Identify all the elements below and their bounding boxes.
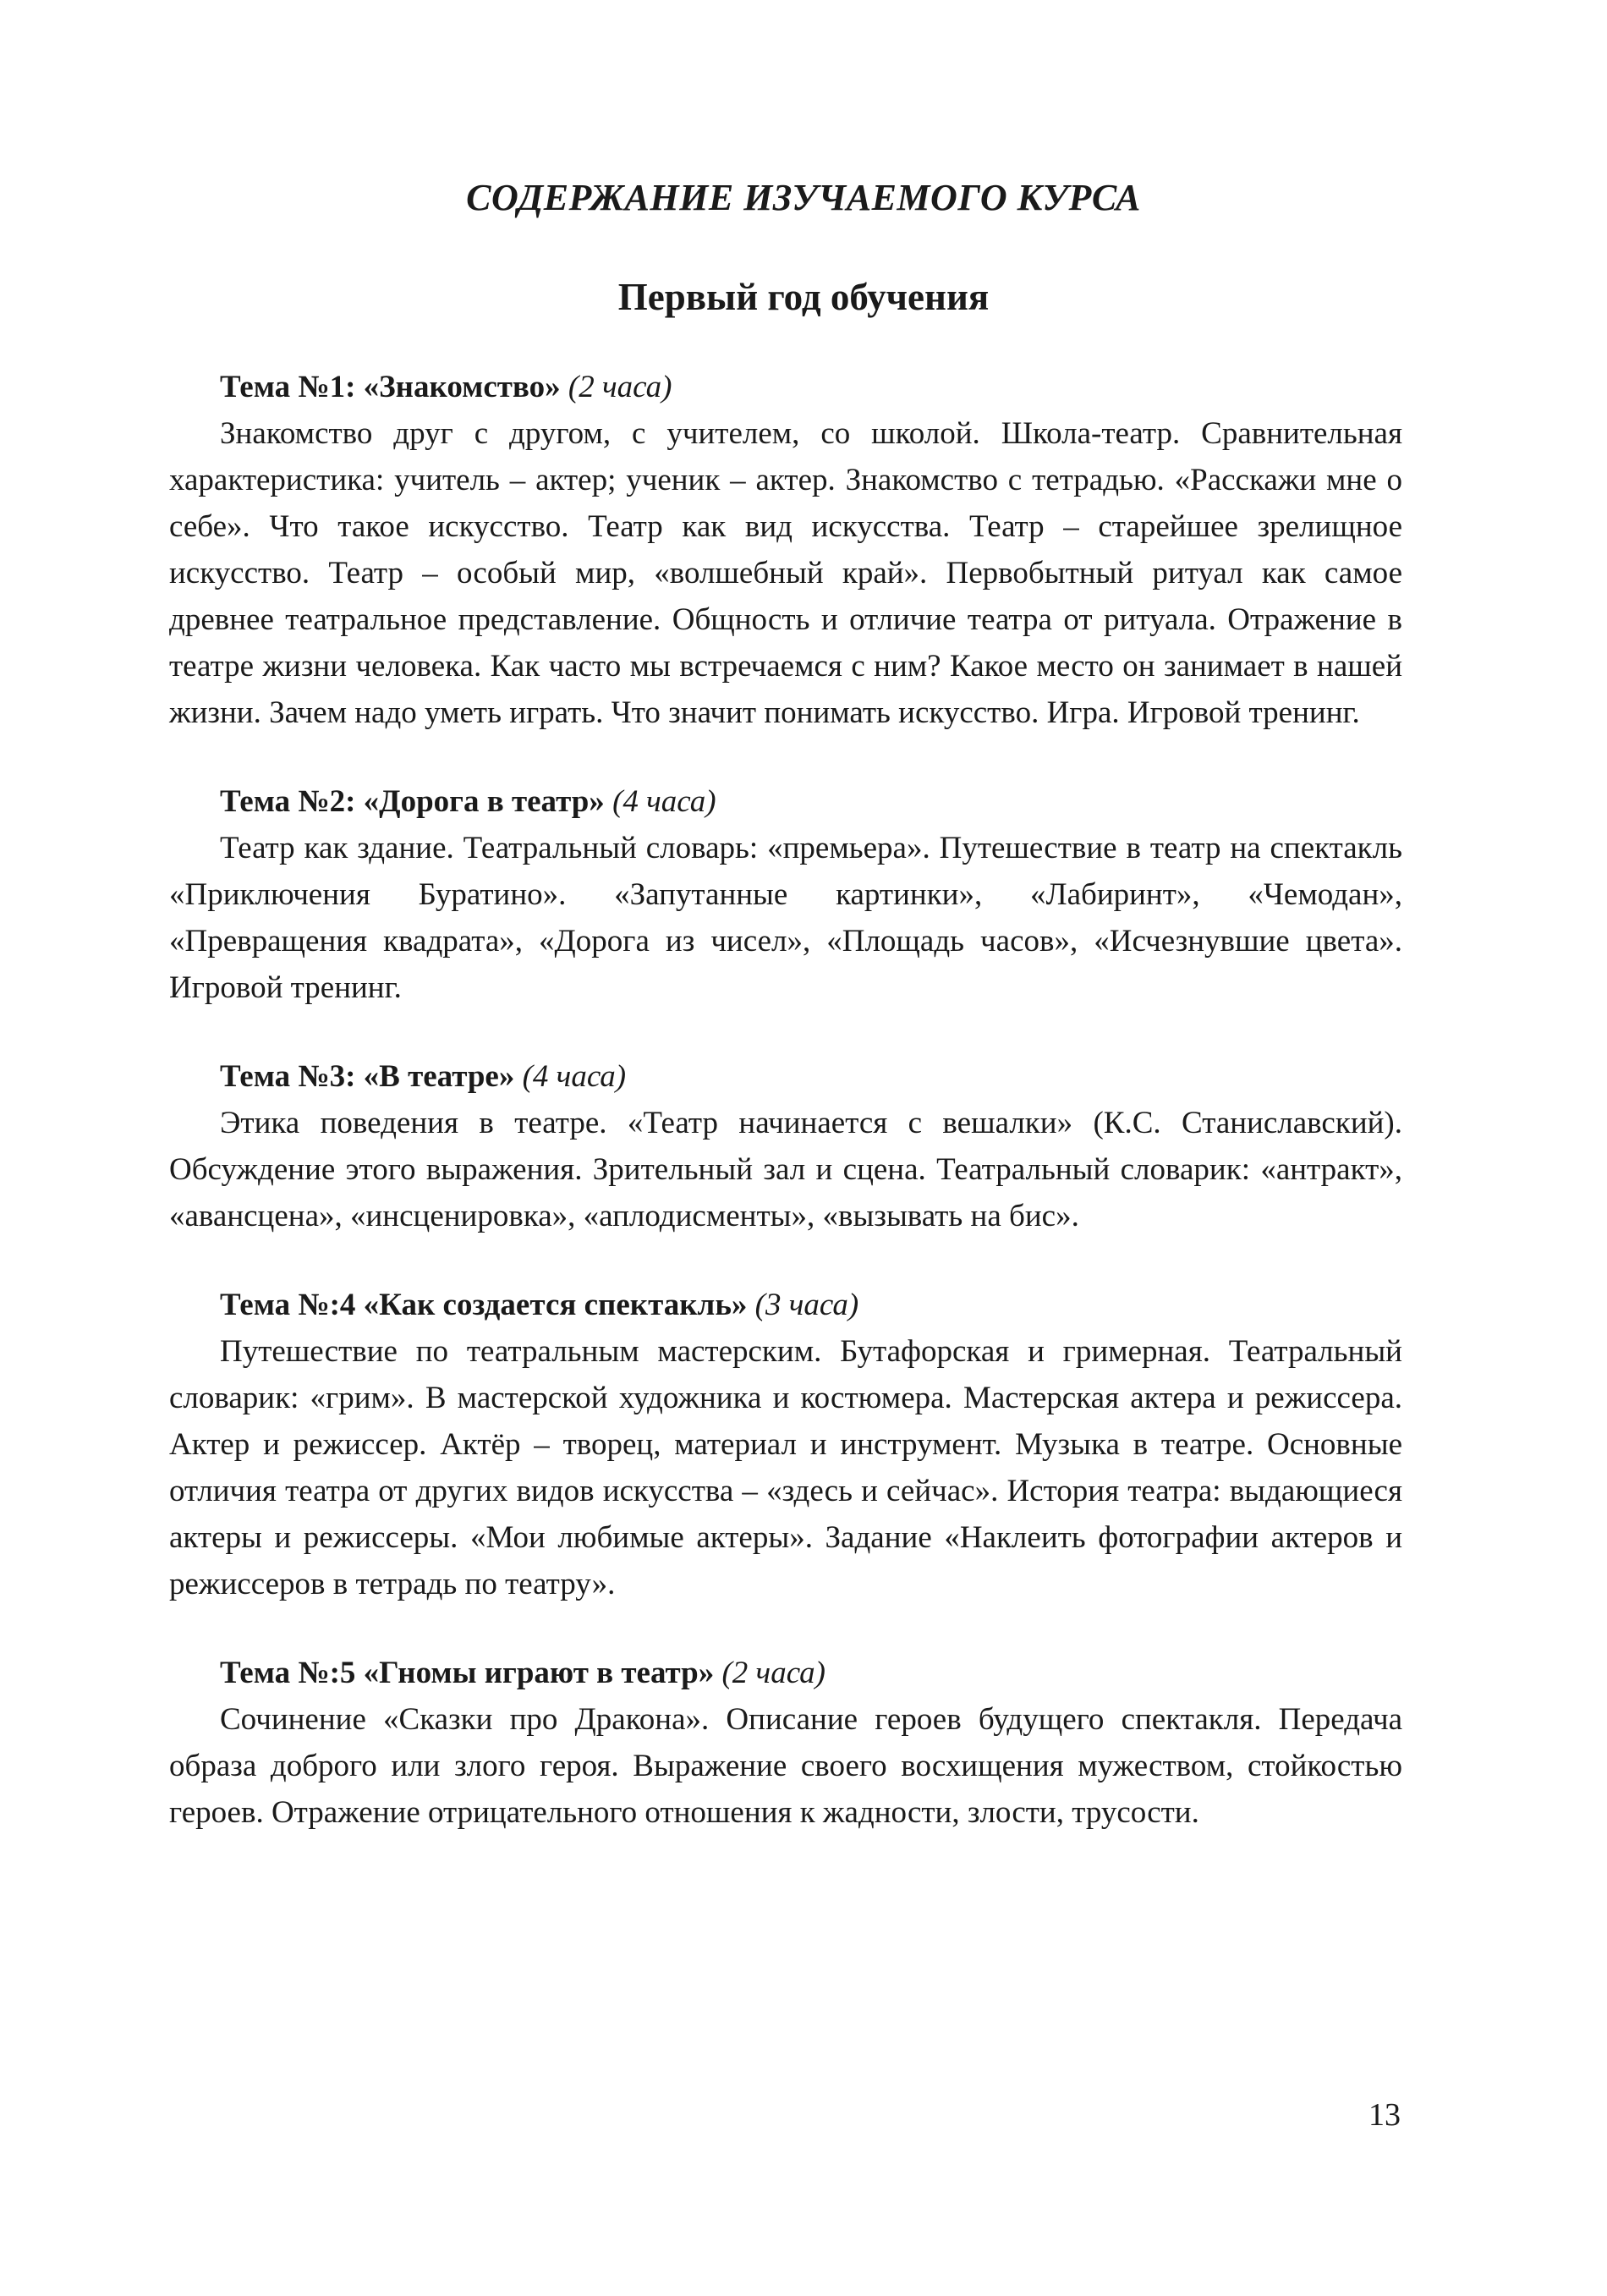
topic-body: Этика поведения в театре. «Театр начинается с вешалки» (К.С. Станиславский). Обсуждение этого выражения. Зрительный зал и сцена. Театральный словарик: «антракт», «авансцена», «инсценировка», «аплодисменты», «вызывать на бис». (169, 1106, 1402, 1233)
topic-heading (169, 1053, 1402, 1100)
topic-name: Тема №3: «В театре» (220, 1059, 515, 1094)
topic-body: Путешествие по театральным мастерским. Бутафорская и гримерная. Театральный словарик: «грим». В мастерской художника и костюмера. Мастерская актера и режиссера. Актер и режиссер. Актёр – творец, материал и инструмент. Музыка в театре. Основные отличия театра от других видов искусства – «здесь и сейчас». История театра: выдающиеся актеры и режиссеры. «Мои любимые актеры». Задание «Наклеить фотографии актеров и режиссеров в тетрадь по театру». (169, 1334, 1402, 1601)
topic-hours: (4 часа) (612, 784, 716, 819)
topic-2 (169, 778, 1402, 1011)
topic-hours: (4 часа) (522, 1059, 627, 1094)
topic-body: Сочинение «Сказки про Дракона». Описание героев будущего спектакля. Передача образа доброго или злого героя. Выражение своего восхищения мужеством, стойкостью героев. Отражение отрицательного отношения к жадности, злости, трусости. (169, 1702, 1402, 1830)
topic-body: Театр как здание. Театральный словарь: «премьера». Путешествие в театр на спектакль «Приключения Буратино». «Запутанные картинки», «Лабиринт», «Чемодан», «Превращения квадрата», «Дорога из чисел», «Площадь часов», «Исчезнувшие цвета». Игровой тренинг. (169, 831, 1402, 1005)
topics-list (169, 364, 1402, 1878)
topic-5 (169, 1650, 1402, 1836)
page-number: 13 (1368, 2097, 1401, 2133)
year-title: Первый год обучения (617, 276, 990, 318)
topic-1 (169, 364, 1402, 736)
topic-body: Знакомство друг с другом, с учителем, со школой. Школа-театр. Сравнительная характеристика: учитель – актер; ученик – актер. Знакомство с тетрадью. «Расскажи мне о себе». Что такое искусство. Театр как вид искусства. Театр – старейшее зрелищное искусство. Театр – особый мир, «волшебный край». Первобытный ритуал как самое древнее театральное представление. Общность и отличие театра от ритуала. Отражение в театре жизни человека. Как часто мы встречаемся с ним? Какое место он занимает в нашей жизни. Зачем надо уметь играть. Что значит понимать искусство. Игра. Игровой тренинг. (169, 416, 1402, 730)
topic-name: Тема №:4 «Как создается спектакль» (220, 1288, 748, 1322)
topic-3 (169, 1053, 1402, 1239)
topic-heading (169, 1282, 1402, 1328)
topic-hours: (2 часа) (568, 370, 672, 404)
topic-heading (169, 364, 1402, 410)
topic-hours: (2 часа) (721, 1656, 825, 1690)
topic-heading (169, 1650, 1402, 1696)
topic-heading (169, 778, 1402, 825)
topic-name: Тема №:5 «Гномы играют в театр» (220, 1656, 715, 1690)
topic-hours: (3 часа) (754, 1288, 859, 1322)
topic-name: Тема №1: «Знакомство» (220, 370, 561, 404)
section-title: СОДЕРЖАНИЕ ИЗУЧАЕМОГО КУРСА (466, 177, 1141, 218)
topic-4 (169, 1282, 1402, 1607)
topic-name: Тема №2: «Дорога в театр» (220, 784, 605, 819)
